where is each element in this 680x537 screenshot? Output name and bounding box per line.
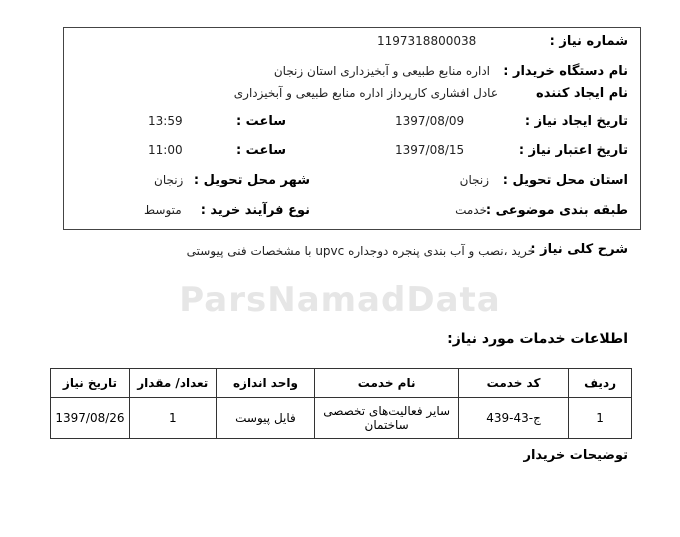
buyer-org-label: نام دستگاه خریدار : (503, 64, 628, 79)
category-value: خدمت (455, 203, 487, 217)
validity-date-label: تاریخ اعتبار نیاز : (518, 143, 628, 158)
need-date: 1397/08/26 (51, 398, 130, 439)
col-date-header: تاریخ نیاز (51, 369, 130, 398)
province-value: زنجان (459, 173, 489, 187)
created-time-value: 13:59 (148, 114, 183, 128)
created-date-label: تاریخ ایجاد نیاز : (524, 114, 628, 129)
need-number-label: شماره نیاز : (549, 34, 628, 49)
unit: فایل پیوست (216, 398, 315, 439)
col-row-header: ردیف (569, 369, 632, 398)
watermark: ParsNamadData (179, 280, 501, 320)
created-time-label: ساعت : (235, 114, 286, 129)
creator-value: عادل افشاری کارپرداز اداره منابع طبیعی و آبخیزداری (233, 86, 498, 100)
service-name: سایر فعالیت‌های تخصصی ساختمان (315, 398, 459, 439)
description-text: خرید ،نصب و آب بندی پنجره دوجداره upvc با مشخصات فنی پیوستی (186, 244, 535, 258)
buyer-org-value: اداره منابع طبیعی و آبخیزداری استان زنجان (273, 64, 490, 78)
col-unit-header: واحد اندازه (216, 369, 315, 398)
city-value: زنجان (154, 173, 184, 187)
creator-label: نام ایجاد کننده (536, 86, 628, 101)
validity-time-value: 11:00 (148, 143, 183, 157)
created-date-value: 1397/08/09 (395, 114, 465, 128)
validity-date-value: 1397/08/15 (395, 143, 465, 157)
city-label: شهر محل تحویل : (193, 173, 310, 188)
description-label: شرح کلی نیاز : (530, 242, 628, 257)
process-value: متوسط (144, 203, 182, 217)
col-qty-header: تعداد/ مقدار (129, 369, 216, 398)
col-name-header: نام خدمت (315, 369, 459, 398)
col-code-header: کد خدمت (458, 369, 568, 398)
service-code: ج-43-439 (458, 398, 568, 439)
services-title: اطلاعات خدمات مورد نیاز: (447, 331, 628, 347)
table-row (51, 398, 632, 439)
row-number: 1 (569, 398, 632, 439)
province-label: استان محل تحویل : (502, 173, 628, 188)
need-number-value: 1197318800038 (377, 34, 477, 48)
process-label: نوع فرآیند خرید : (200, 203, 310, 218)
buyer-notes-title: توضیحات خریدار (523, 448, 628, 463)
validity-time-label: ساعت : (235, 143, 286, 158)
category-label: طبقه بندی موضوعی : (485, 203, 628, 218)
services-table (50, 368, 632, 439)
services-header-row (51, 369, 632, 398)
quantity: 1 (129, 398, 216, 439)
need-info-box (63, 27, 641, 230)
